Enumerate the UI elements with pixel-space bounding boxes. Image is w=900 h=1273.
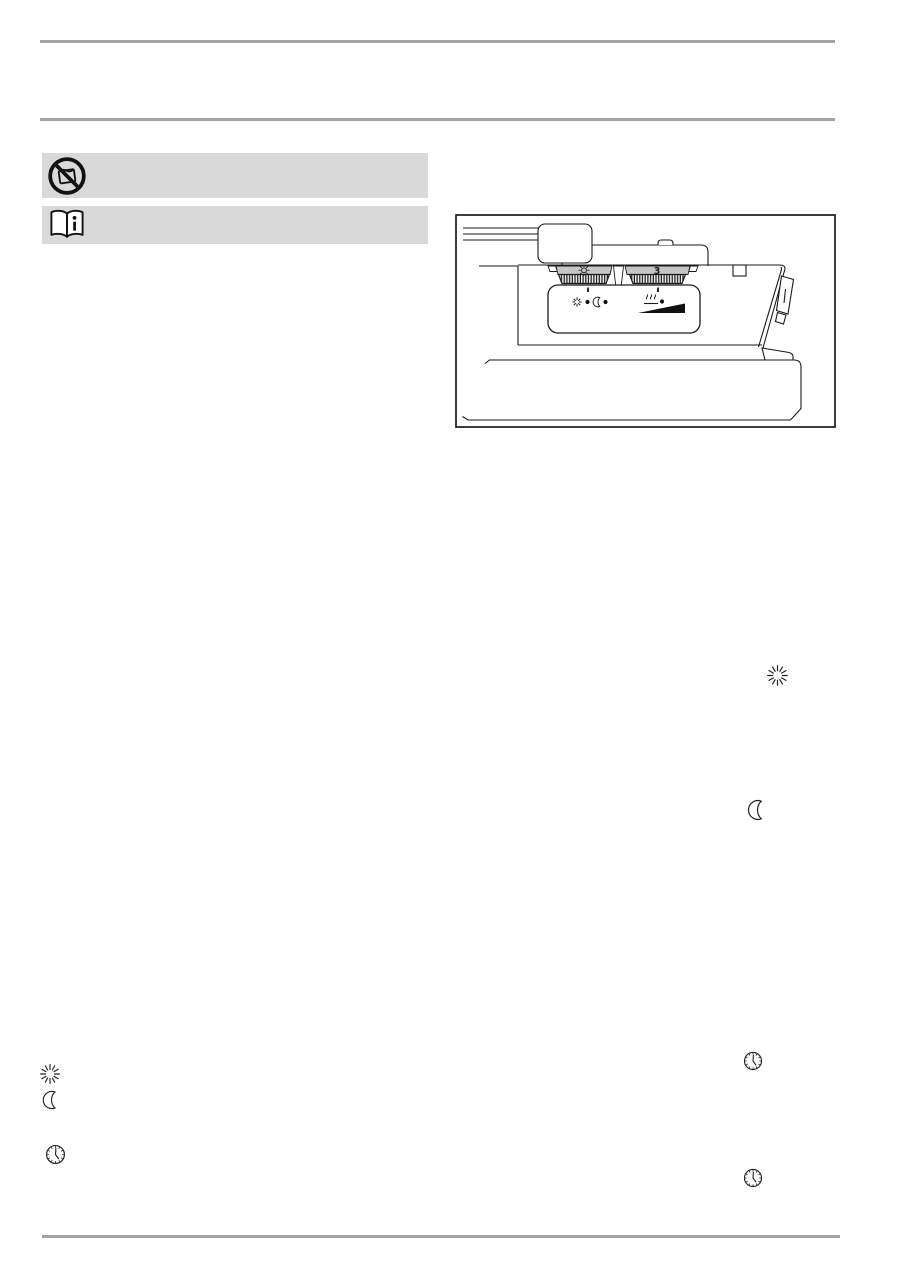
control-panel-figure (455, 214, 836, 428)
info-banner (42, 206, 428, 244)
latch-notch (733, 265, 746, 276)
heat-dot (660, 299, 664, 303)
header-rule (40, 118, 835, 121)
left-dial (556, 265, 612, 284)
top-rule (40, 40, 835, 43)
clock-icon (44, 1143, 67, 1166)
day-dot (585, 300, 589, 304)
warning-banner (42, 153, 428, 198)
clock-icon (742, 1167, 764, 1189)
moon-icon (41, 1089, 63, 1111)
clock-icon (742, 1050, 764, 1072)
read-manual-icon (47, 208, 87, 242)
bracket-tab (776, 313, 787, 325)
right-dial (625, 266, 690, 284)
sun-icon (38, 1062, 62, 1086)
prohibition-do-not-cover-icon (47, 156, 87, 196)
right-dial-label: 3 (653, 265, 661, 277)
sun-icon (765, 663, 790, 688)
junction-box (538, 224, 592, 263)
cap-bump (658, 240, 673, 245)
night-dot (603, 300, 607, 304)
footer-rule (42, 1235, 840, 1238)
moon-icon (746, 798, 770, 822)
